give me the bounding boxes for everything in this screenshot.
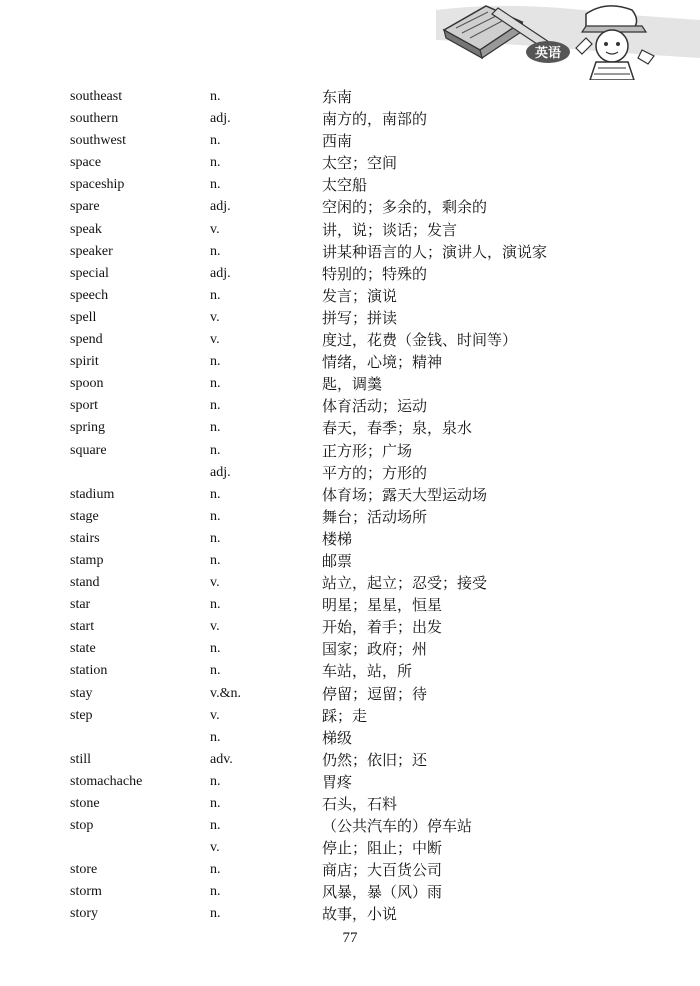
vocab-entry bbox=[70, 616, 630, 638]
entry-meaning: （公共汽车的）停车站 bbox=[322, 817, 473, 836]
vocab-entry bbox=[70, 683, 630, 705]
entry-word: storm bbox=[70, 884, 102, 900]
entry-word: southern bbox=[70, 111, 119, 127]
entry-word: start bbox=[70, 619, 95, 635]
subject-label: 英语 bbox=[534, 46, 562, 61]
entry-part-of-speech: n. bbox=[210, 133, 221, 149]
vocab-entry bbox=[70, 638, 630, 660]
vocab-entry bbox=[70, 285, 630, 307]
vocab-entry bbox=[70, 395, 630, 417]
entry-part-of-speech: v. bbox=[210, 575, 220, 591]
entry-part-of-speech: n. bbox=[210, 177, 221, 193]
entry-part-of-speech: v. bbox=[210, 332, 220, 348]
entry-meaning: 讲，说；谈话；发言 bbox=[322, 220, 458, 239]
entry-meaning: 车站，站，所 bbox=[322, 662, 413, 681]
entry-part-of-speech: n. bbox=[210, 641, 221, 657]
entry-meaning: 开始，着手；出发 bbox=[322, 618, 443, 637]
entry-word: speak bbox=[70, 221, 102, 237]
entry-word: spell bbox=[70, 309, 97, 325]
entry-word: stadium bbox=[70, 486, 115, 502]
entry-part-of-speech: n. bbox=[210, 597, 221, 613]
vocab-entry bbox=[70, 263, 630, 285]
vocab-entry bbox=[70, 130, 630, 152]
entry-meaning: 邮票 bbox=[322, 551, 353, 570]
entry-meaning: 石头，石料 bbox=[322, 795, 398, 813]
entry-part-of-speech: v. bbox=[210, 619, 220, 635]
vocab-entry bbox=[70, 307, 630, 329]
entry-part-of-speech: adj. bbox=[210, 265, 231, 281]
entry-meaning: 国家；政府；州 bbox=[322, 640, 428, 659]
vocab-entry bbox=[70, 771, 630, 793]
entry-meaning: 梯级 bbox=[322, 728, 353, 747]
vocab-entry bbox=[70, 484, 630, 506]
entry-word: spend bbox=[70, 332, 103, 348]
vocab-entry bbox=[70, 86, 630, 108]
vocab-entry bbox=[70, 550, 630, 572]
entry-word: still bbox=[70, 751, 92, 767]
vocab-entry bbox=[70, 462, 630, 484]
entry-part-of-speech: v.&n. bbox=[210, 685, 241, 701]
entry-word: store bbox=[70, 862, 98, 878]
entry-meaning: 停留；逗留；待 bbox=[322, 684, 428, 703]
entry-word: special bbox=[70, 265, 109, 281]
entry-part-of-speech: n. bbox=[210, 376, 221, 392]
vocab-entry bbox=[70, 594, 630, 616]
entry-part-of-speech: adj. bbox=[210, 464, 231, 480]
page-number: 77 bbox=[342, 930, 358, 946]
entry-part-of-speech: n. bbox=[210, 552, 221, 568]
entry-part-of-speech: n. bbox=[210, 155, 221, 171]
entry-part-of-speech: n. bbox=[210, 729, 221, 745]
entry-word: sport bbox=[70, 398, 98, 414]
entry-meaning: 商店；大百货公司 bbox=[322, 861, 443, 880]
entry-word: station bbox=[70, 663, 108, 679]
entry-meaning: 风暴，暴（风）雨 bbox=[322, 883, 443, 902]
vocab-entry bbox=[70, 108, 630, 130]
entry-part-of-speech: n. bbox=[210, 243, 221, 259]
entry-word: story bbox=[70, 906, 98, 922]
entry-word: stomachache bbox=[70, 773, 143, 789]
entry-word: spare bbox=[70, 199, 100, 215]
vocab-entry bbox=[70, 881, 630, 903]
entry-meaning: 讲某种语言的人；演讲人，演说家 bbox=[322, 242, 548, 261]
entry-word: spirit bbox=[70, 354, 99, 370]
vocab-entry bbox=[70, 859, 630, 881]
entry-word: southwest bbox=[70, 133, 126, 149]
entry-meaning: 体育活动；运动 bbox=[322, 397, 428, 416]
entry-part-of-speech: v. bbox=[210, 707, 220, 723]
entry-word: spaceship bbox=[70, 177, 125, 193]
entry-meaning: 楼梯 bbox=[322, 529, 353, 548]
entry-part-of-speech: n. bbox=[210, 508, 221, 524]
entry-part-of-speech: n. bbox=[210, 862, 221, 878]
vocab-entry bbox=[70, 528, 630, 550]
entry-part-of-speech: adj. bbox=[210, 111, 231, 127]
vocab-entry bbox=[70, 727, 630, 749]
entry-word: star bbox=[70, 597, 91, 613]
entry-part-of-speech: n. bbox=[210, 354, 221, 370]
entry-meaning: 胃疼 bbox=[322, 772, 353, 791]
entry-word: square bbox=[70, 442, 107, 458]
entry-meaning: 匙，调羹 bbox=[322, 375, 383, 394]
entry-meaning: 舞台；活动场所 bbox=[322, 507, 428, 526]
vocab-entry bbox=[70, 196, 630, 218]
vocab-entry bbox=[70, 506, 630, 528]
entry-part-of-speech: n. bbox=[210, 906, 221, 922]
vocab-entry bbox=[70, 351, 630, 373]
vocab-entry bbox=[70, 837, 630, 859]
entry-word: stop bbox=[70, 818, 94, 834]
vocab-entry bbox=[70, 329, 630, 351]
entry-word: spring bbox=[70, 420, 105, 436]
vocab-entry bbox=[70, 373, 630, 395]
vocab-entry bbox=[70, 174, 630, 196]
entry-meaning: 度过，花费（金钱、时间等） bbox=[322, 331, 518, 350]
entry-part-of-speech: v. bbox=[210, 221, 220, 237]
entry-word: stairs bbox=[70, 530, 100, 546]
entry-word: stage bbox=[70, 508, 99, 524]
entry-part-of-speech: n. bbox=[210, 486, 221, 502]
entry-meaning: 踩；走 bbox=[322, 706, 368, 725]
entry-word: stand bbox=[70, 575, 100, 591]
entry-meaning: 体育场；露天大型运动场 bbox=[322, 485, 488, 504]
entry-part-of-speech: n. bbox=[210, 442, 221, 458]
vocab-entry bbox=[70, 815, 630, 837]
vocab-entry bbox=[70, 440, 630, 462]
entry-part-of-speech: n. bbox=[210, 398, 221, 414]
entry-meaning: 平方的；方形的 bbox=[322, 463, 428, 482]
entry-part-of-speech: n. bbox=[210, 89, 221, 104]
entry-meaning: 停止；阻止；中断 bbox=[322, 839, 443, 858]
entry-meaning: 发言；演说 bbox=[322, 286, 398, 305]
entry-meaning: 东南 bbox=[322, 88, 353, 106]
vocab-entry bbox=[70, 417, 630, 439]
entry-word: stay bbox=[70, 685, 93, 701]
vocab-entry bbox=[70, 903, 630, 925]
header-decoration bbox=[436, 0, 700, 80]
book-pencil-illustration bbox=[436, 0, 700, 80]
entry-word: state bbox=[70, 641, 96, 657]
vocab-entry bbox=[70, 241, 630, 263]
entry-part-of-speech: n. bbox=[210, 287, 221, 303]
entry-part-of-speech: n. bbox=[210, 530, 221, 546]
vocab-entry bbox=[70, 219, 630, 241]
vocab-entry bbox=[70, 793, 630, 815]
entry-part-of-speech: adj. bbox=[210, 199, 231, 215]
vocab-entry bbox=[70, 749, 630, 771]
entry-part-of-speech: adv. bbox=[210, 751, 233, 767]
entry-part-of-speech: v. bbox=[210, 309, 220, 325]
entry-meaning: 站立，起立；忍受；接受 bbox=[322, 574, 488, 593]
entry-meaning: 太空；空间 bbox=[322, 154, 398, 173]
entry-word: speech bbox=[70, 287, 109, 303]
entry-meaning: 西南 bbox=[322, 132, 353, 151]
entry-word: step bbox=[70, 707, 93, 723]
entry-part-of-speech: v. bbox=[210, 840, 220, 856]
entry-word: space bbox=[70, 155, 102, 171]
entry-meaning: 春天，春季；泉，泉水 bbox=[322, 419, 473, 438]
vocabulary-list bbox=[70, 86, 630, 926]
entry-meaning: 空闲的；多余的，剩余的 bbox=[322, 198, 488, 217]
entry-meaning: 南方的，南部的 bbox=[322, 110, 428, 129]
entry-word: stone bbox=[70, 796, 100, 811]
entry-meaning: 太空船 bbox=[322, 176, 368, 195]
entry-part-of-speech: n. bbox=[210, 884, 221, 900]
entry-meaning: 正方形；广场 bbox=[322, 441, 413, 460]
entry-part-of-speech: n. bbox=[210, 796, 221, 811]
entry-meaning: 仍然；依旧；还 bbox=[322, 750, 428, 769]
entry-meaning: 拼写；拼读 bbox=[322, 308, 398, 327]
vocab-entry bbox=[70, 705, 630, 727]
vocab-entry bbox=[70, 572, 630, 594]
entry-part-of-speech: n. bbox=[210, 773, 221, 789]
entry-meaning: 故事，小说 bbox=[322, 905, 398, 924]
entry-word: southeast bbox=[70, 89, 123, 104]
vocab-entry bbox=[70, 152, 630, 174]
entry-part-of-speech: n. bbox=[210, 420, 221, 436]
vocab-entry bbox=[70, 660, 630, 682]
entry-meaning: 特别的；特殊的 bbox=[322, 264, 428, 283]
entry-word: spoon bbox=[70, 376, 104, 392]
entry-part-of-speech: n. bbox=[210, 818, 221, 834]
entry-word: speaker bbox=[70, 243, 113, 259]
entry-word: stamp bbox=[70, 552, 104, 568]
entry-meaning: 情绪，心境；精神 bbox=[322, 353, 443, 372]
entry-part-of-speech: n. bbox=[210, 663, 221, 679]
entry-meaning: 明星；星星，恒星 bbox=[322, 596, 443, 615]
